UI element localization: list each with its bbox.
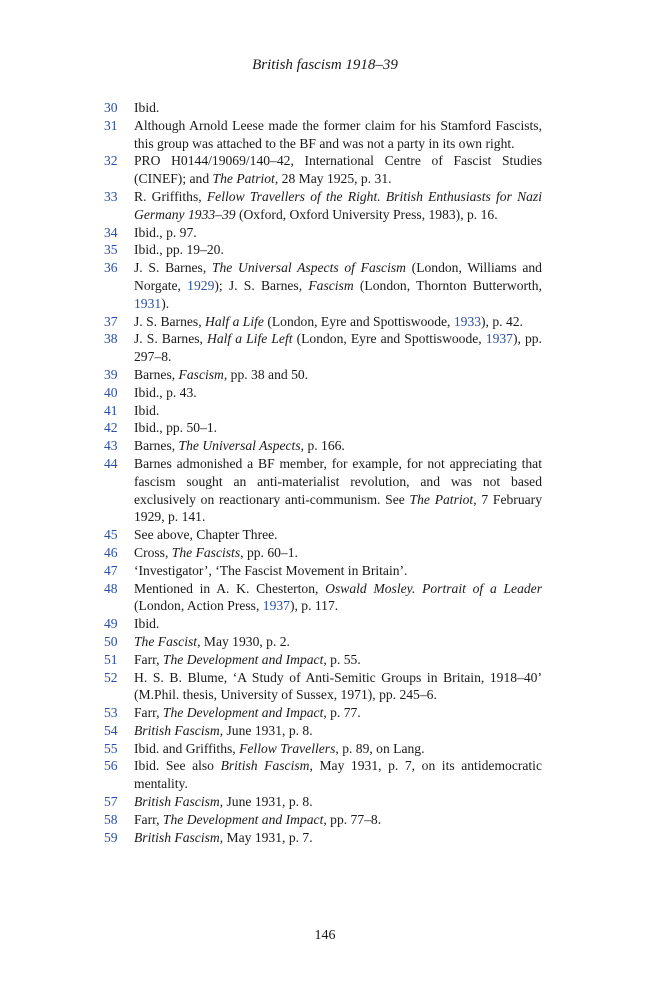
endnote-46	[104, 544, 542, 562]
text-run: , p. 166.	[300, 438, 345, 454]
endnote-number[interactable]: 42	[104, 420, 118, 436]
endnote-number[interactable]: 30	[104, 100, 118, 115]
endnote-number[interactable]: 46	[104, 544, 118, 560]
text-run: (London, Thornton Butterworth,	[353, 277, 542, 293]
text-run: Farr,	[134, 811, 163, 827]
endnote-34	[104, 224, 542, 242]
endnote-text	[134, 722, 542, 740]
endnote-number[interactable]: 44	[104, 455, 118, 471]
year-link[interactable]: 1933	[453, 313, 482, 329]
endnote-text	[134, 615, 542, 633]
text-run: PRO H0144/19069/140–42, International Centre of Fascist Studies (CINEF); and	[134, 153, 542, 187]
endnote-44	[104, 455, 542, 526]
endnote-number[interactable]: 57	[104, 794, 118, 810]
text-run: , June 1931, p. 8.	[219, 722, 313, 738]
text-run: , pp. 60–1.	[240, 544, 298, 560]
endnote-number[interactable]: 39	[104, 366, 118, 382]
endnote-text	[134, 99, 542, 117]
endnote-number[interactable]: 47	[104, 562, 118, 578]
text-run: , pp. 77–8.	[323, 811, 382, 827]
endnote-number[interactable]: 43	[104, 438, 118, 454]
text-run: J. S. Barnes,	[134, 260, 212, 276]
endnote-number[interactable]: 53	[104, 705, 118, 721]
italic-title: The Development and Impact	[162, 705, 324, 721]
text-run: See above, Chapter Three.	[134, 527, 278, 543]
endnote-text	[134, 330, 542, 366]
italic-title: Fellow Travellers of the Right. British Enthusiasts for Nazi Germany 1933–39	[134, 188, 543, 222]
text-run: Ibid., pp. 50–1.	[134, 420, 218, 436]
endnote-text	[134, 829, 542, 847]
text-run: , p. 55.	[323, 651, 361, 667]
italic-title: The Patriot	[212, 171, 275, 187]
year-link[interactable]: 1929	[187, 277, 215, 293]
text-run: ); J. S. Barnes,	[214, 277, 309, 293]
text-run: Cross,	[134, 544, 172, 560]
text-run: ).	[161, 295, 170, 311]
italic-title: Half a Life	[205, 313, 264, 329]
endnotes-list	[104, 99, 542, 846]
endnote-text	[134, 152, 542, 188]
text-run: Ibid. See also	[134, 758, 221, 774]
running-head: British fascism 1918–39	[252, 57, 398, 73]
endnote-text	[134, 740, 542, 758]
italic-title: Oswald Mosley. Portrait of a Leader	[325, 580, 542, 596]
text-run: Ibid., pp. 19–20.	[134, 242, 224, 258]
endnote-text	[134, 669, 542, 705]
endnote-53	[104, 704, 542, 722]
text-run: (London, Action Press,	[134, 598, 263, 614]
endnote-number[interactable]: 36	[104, 260, 118, 276]
endnote-number[interactable]: 38	[104, 331, 118, 347]
text-run: Ibid.	[134, 402, 160, 418]
endnote-number[interactable]: 52	[104, 669, 118, 685]
text-run: J. S. Barnes,	[134, 331, 208, 347]
endnote-text	[134, 704, 542, 722]
endnote-number[interactable]: 34	[104, 224, 118, 240]
text-run: Ibid.	[134, 616, 160, 632]
endnote-number[interactable]: 50	[104, 633, 118, 649]
text-run: , May 1930, p. 2.	[197, 633, 290, 649]
text-run: ‘Investigator’, ‘The Fascist Movement in Britain’.	[134, 562, 408, 578]
text-run: , 7 February 1929, p. 141.	[134, 491, 542, 525]
endnote-text	[134, 651, 542, 669]
endnote-text	[134, 633, 542, 651]
endnote-number[interactable]: 48	[104, 580, 118, 596]
text-run: , June 1931, p. 8.	[219, 794, 313, 810]
italic-title: The Fascists	[171, 544, 241, 560]
endnote-number[interactable]: 31	[104, 117, 118, 133]
endnote-text	[134, 544, 542, 562]
endnote-text	[134, 437, 542, 455]
text-run: (London, Eyre and Spottiswoode,	[263, 313, 454, 329]
endnote-30	[104, 99, 542, 117]
endnote-59	[104, 829, 542, 847]
italic-title: British Fascism	[134, 722, 220, 738]
endnote-42	[104, 419, 542, 437]
text-run: Ibid.	[134, 100, 160, 115]
endnote-number[interactable]: 33	[104, 188, 118, 204]
text-run: (Oxford, Oxford University Press, 1983), p. 16.	[235, 206, 498, 222]
endnote-57	[104, 793, 542, 811]
endnote-37	[104, 313, 542, 331]
text-run: Barnes,	[134, 438, 179, 454]
italic-title: The Universal Aspects	[178, 438, 301, 454]
italic-title: The Development and Impact	[162, 811, 324, 827]
endnote-text	[134, 224, 542, 242]
endnote-58	[104, 811, 542, 829]
endnote-text	[134, 259, 542, 312]
text-run: Although Arnold Leese made the former claim for his Stamford Fascists, this group was attached to the BF and was not a party in its own right.	[134, 117, 542, 151]
endnote-text	[134, 526, 542, 544]
endnote-number[interactable]: 58	[104, 811, 118, 827]
text-run: Mentioned in A. K. Chesterton,	[134, 580, 326, 596]
italic-title: Fascism	[308, 277, 354, 293]
italic-title: The Universal Aspects of Fascism	[211, 260, 406, 276]
italic-title: British Fascism	[220, 758, 310, 774]
endnote-55	[104, 740, 542, 758]
endnote-number[interactable]: 59	[104, 829, 118, 845]
text-run: Barnes,	[134, 366, 179, 382]
text-run: (London, Williams and Norgate,	[134, 260, 542, 293]
endnote-text	[134, 366, 542, 384]
endnote-48	[104, 580, 542, 616]
endnote-32	[104, 152, 542, 188]
endnote-43	[104, 437, 542, 455]
year-link[interactable]: 1937	[485, 331, 513, 347]
endnote-text	[134, 384, 542, 402]
text-run: Barnes admonished a BF member, for example, for not appreciating that fascism sought an anti-materialist revolution, and was not based exclusively on reactionary anti-communism. See	[134, 455, 542, 507]
italic-title: Half a Life Left	[207, 331, 293, 347]
endnote-35	[104, 241, 542, 259]
italic-title: Fellow Travellers	[239, 740, 336, 756]
endnote-39	[104, 366, 542, 384]
endnote-text	[134, 419, 542, 437]
text-run: , p. 89, on Lang.	[335, 740, 425, 756]
endnote-47	[104, 562, 542, 580]
text-run: , May 1931, p. 7, on its antidemocratic mentality.	[134, 758, 542, 792]
endnote-31	[104, 117, 542, 153]
year-link[interactable]: 1937	[262, 598, 290, 614]
text-run: (London, Eyre and Spottiswoode,	[292, 331, 486, 347]
text-run: ), p. 42.	[481, 313, 523, 329]
text-run: ), p. 117.	[289, 598, 339, 614]
endnote-number[interactable]: 41	[104, 402, 118, 418]
italic-title: British Fascism	[134, 829, 220, 845]
text-run: , May 1931, p. 7.	[219, 829, 313, 845]
endnote-38	[104, 330, 542, 366]
italic-title: The Patriot	[409, 491, 474, 507]
endnote-number[interactable]: 54	[104, 722, 118, 738]
endnote-number[interactable]: 49	[104, 616, 118, 632]
endnote-33	[104, 188, 542, 224]
text-run: Farr,	[134, 705, 163, 721]
endnote-50	[104, 633, 542, 651]
endnote-number[interactable]: 51	[104, 651, 118, 667]
text-run: R. Griffiths,	[134, 188, 207, 204]
endnote-text	[134, 241, 542, 259]
year-link[interactable]: 1931	[134, 295, 162, 311]
text-run: Ibid., p. 43.	[134, 384, 197, 400]
endnote-text	[134, 402, 542, 420]
italic-title: The Fascist	[134, 633, 198, 649]
endnote-text	[134, 580, 542, 616]
endnote-number[interactable]: 56	[104, 758, 118, 774]
endnote-number[interactable]: 35	[104, 242, 118, 258]
text-run: Ibid., p. 97.	[134, 224, 197, 240]
text-run: ), pp. 297–8.	[134, 331, 542, 365]
text-run: Ibid. and Griffiths,	[134, 740, 240, 756]
endnote-text	[134, 455, 542, 526]
endnote-number[interactable]: 55	[104, 740, 118, 756]
italic-title: British Fascism	[134, 794, 220, 810]
endnote-49	[104, 615, 542, 633]
endnote-number[interactable]: 37	[104, 313, 118, 329]
endnote-54	[104, 722, 542, 740]
page-number: 146	[314, 928, 336, 943]
endnote-text	[134, 313, 542, 331]
endnote-56	[104, 757, 542, 793]
endnote-number[interactable]: 40	[104, 384, 118, 400]
endnote-36	[104, 259, 542, 312]
endnote-text	[134, 793, 542, 811]
endnote-45	[104, 526, 542, 544]
endnote-text	[134, 811, 542, 829]
text-run: J. S. Barnes,	[134, 313, 205, 329]
text-run: H. S. B. Blume, ‘A Study of Anti-Semitic Groups in Britain, 1918–40’ (M.Phil. thesis, University of Sussex, 1971), pp. 245–6.	[134, 669, 542, 703]
endnote-41	[104, 402, 542, 420]
endnote-text	[134, 117, 542, 153]
endnote-52	[104, 669, 542, 705]
endnote-number[interactable]: 32	[104, 153, 118, 169]
endnote-number[interactable]: 45	[104, 527, 118, 543]
text-run: , 28 May 1925, p. 31.	[274, 171, 392, 187]
endnote-text	[134, 562, 542, 580]
italic-title: The Development and Impact	[162, 651, 324, 667]
endnote-40	[104, 384, 542, 402]
text-run: Farr,	[134, 651, 163, 667]
text-run: , pp. 38 and 50.	[223, 366, 309, 382]
endnote-text	[134, 757, 542, 793]
endnote-text	[134, 188, 542, 224]
italic-title: Fascism	[178, 366, 224, 382]
endnote-51	[104, 651, 542, 669]
text-run: , p. 77.	[323, 705, 361, 721]
